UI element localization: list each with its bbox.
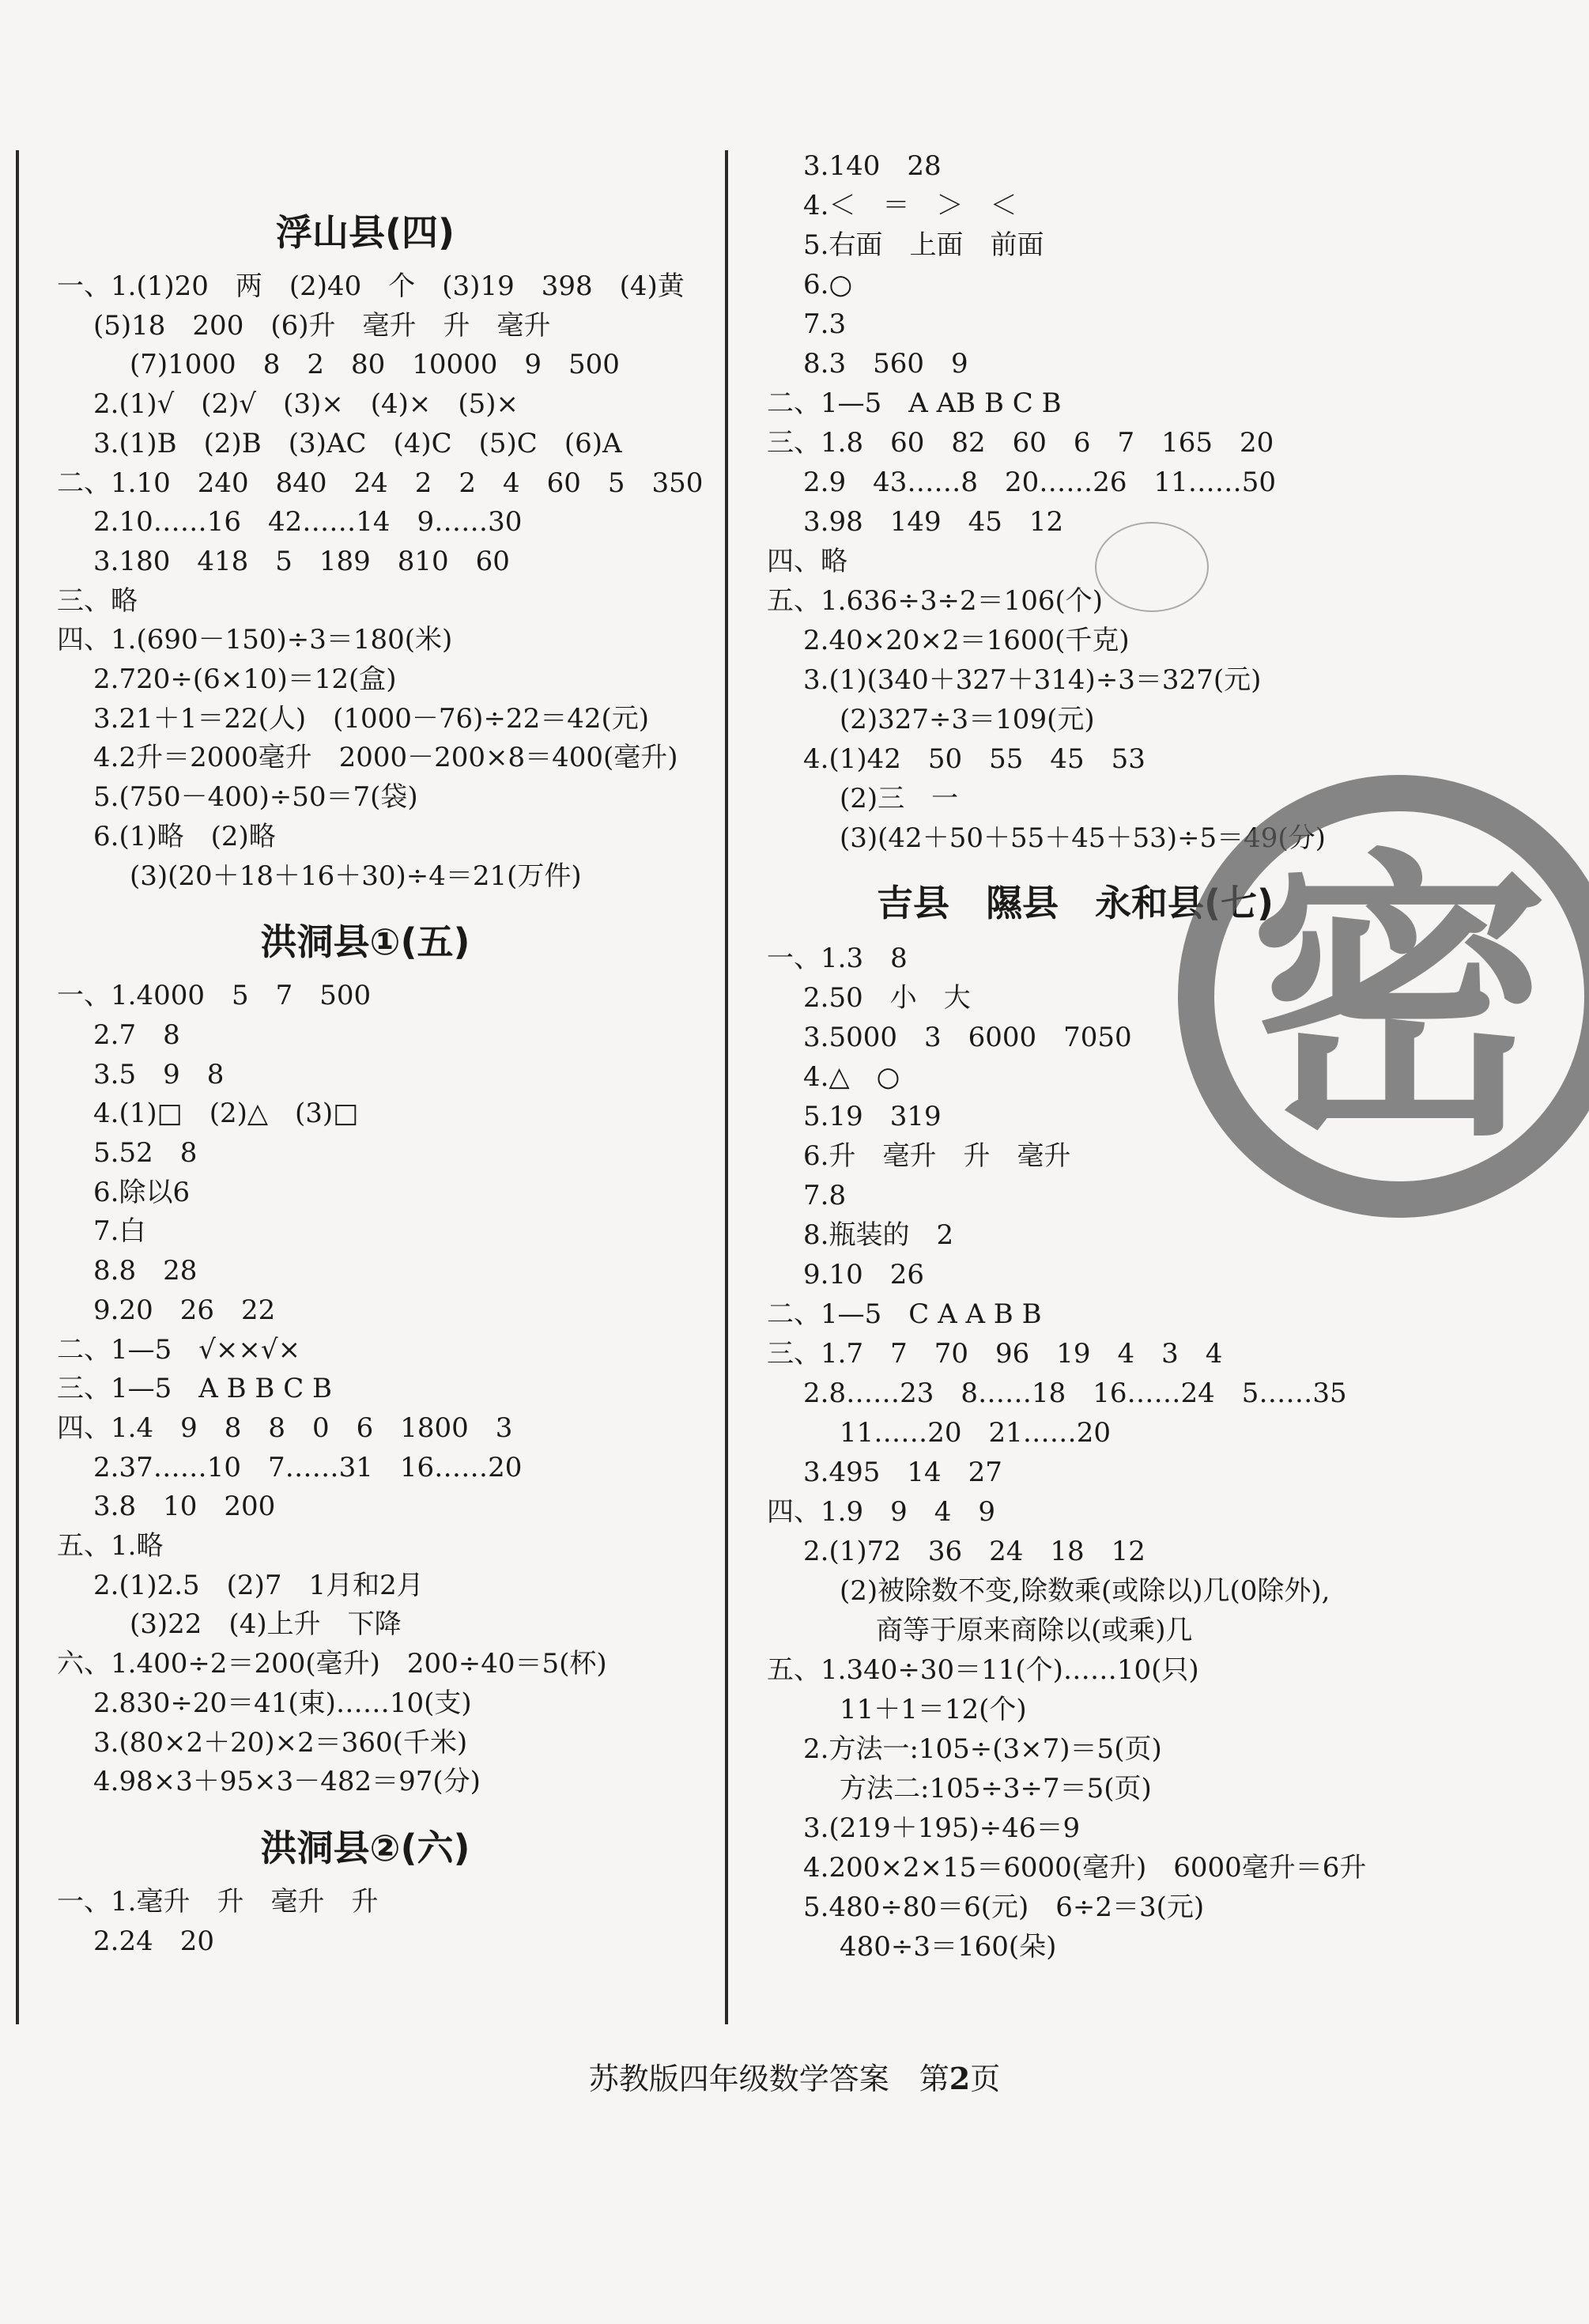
answer-line: 四、1.(690－150)÷3＝180(米) bbox=[57, 624, 453, 656]
answer-line: 2.9 43……8 20……26 11……50 bbox=[803, 467, 1277, 498]
answer-line: 3.21＋1＝22(人) (1000－76)÷22＝42(元) bbox=[93, 703, 649, 735]
answer-line: 2.8……23 8……18 16……24 5……35 bbox=[803, 1377, 1347, 1409]
answer-line: 五、1.636÷3÷2＝106(个) bbox=[767, 585, 1103, 617]
answer-line: 6.升 毫升 升 毫升 bbox=[803, 1140, 1071, 1172]
answer-line: 四、略 bbox=[767, 546, 847, 577]
answer-line: 4.△ ○ bbox=[803, 1061, 900, 1093]
answer-line: 8.瓶装的 2 bbox=[803, 1219, 954, 1251]
answer-line: 3.8 10 200 bbox=[93, 1491, 276, 1522]
answer-line: 2.50 小 大 bbox=[803, 982, 971, 1014]
section-heading: 洪洞县①(五) bbox=[260, 920, 470, 964]
answer-line: 3.(1)B (2)B (3)AC (4)C (5)C (6)A bbox=[93, 428, 622, 459]
answer-line: 3.180 418 5 189 810 60 bbox=[93, 546, 510, 577]
answer-line: 6.○ bbox=[803, 269, 853, 300]
answer-line: 3.(219＋195)÷46＝9 bbox=[803, 1812, 1081, 1844]
answer-line: 3.(1)(340＋327＋314)÷3＝327(元) bbox=[803, 664, 1262, 696]
answer-line: 一、1.4000 5 7 500 bbox=[57, 980, 372, 1011]
answer-line: (3)(20＋18＋16＋30)÷4＝21(万件) bbox=[130, 860, 582, 892]
answer-line: 3.(80×2＋20)×2＝360(千米) bbox=[93, 1727, 468, 1759]
answer-line: (3)22 (4)上升 下降 bbox=[130, 1608, 402, 1640]
left-margin-rule bbox=[16, 150, 19, 2024]
page-number: 2 bbox=[949, 2061, 971, 2096]
answer-line: 3.5 9 8 bbox=[93, 1059, 225, 1090]
answer-line: (2)被除数不变,除数乘(或除以)几(0除外), bbox=[840, 1575, 1330, 1607]
answer-line: 6.除以6 bbox=[93, 1177, 191, 1208]
answer-line: 11＋1＝12(个) bbox=[840, 1694, 1027, 1725]
answer-line: 6.(1)略 (2)略 bbox=[93, 821, 276, 852]
footer-title: 苏教版四年级数学答案 第 bbox=[588, 2061, 949, 2096]
answer-line: 4.200×2×15＝6000(毫升) 6000毫升＝6升 bbox=[803, 1852, 1367, 1884]
answer-line: 四、1.9 9 4 9 bbox=[767, 1496, 995, 1528]
answer-line: 4.＜ ＝ ＞ ＜ bbox=[803, 190, 1017, 221]
section-heading: 洪洞县②(六) bbox=[260, 1826, 470, 1869]
small-seal bbox=[1095, 522, 1209, 612]
answer-line: 2.40×20×2＝1600(千克) bbox=[803, 625, 1130, 656]
answer-line: 二、1.10 240 840 24 2 2 4 60 5 350 bbox=[57, 467, 704, 499]
answer-line: 7.8 bbox=[803, 1180, 847, 1211]
answer-line: 4.2升＝2000毫升 2000－200×8＝400(毫升) bbox=[93, 742, 678, 773]
answer-line: (3)(42＋50＋55＋45＋53)÷5＝49(分) bbox=[840, 822, 1326, 854]
answer-line: (2)三 一 bbox=[840, 783, 959, 814]
answer-line: 2.10……16 42……14 9……30 bbox=[93, 506, 523, 538]
answer-line: 三、1.8 60 82 60 6 7 165 20 bbox=[767, 427, 1274, 459]
answer-line: 一、1.毫升 升 毫升 升 bbox=[57, 1886, 379, 1918]
answer-line: 五、1.略 bbox=[57, 1530, 164, 1562]
answer-line: 5.(750－400)÷50＝7(袋) bbox=[93, 781, 418, 813]
section-heading: 浮山县(四) bbox=[275, 211, 455, 254]
answer-line: 8.3 560 9 bbox=[803, 348, 968, 380]
answer-line: 2.(1)√ (2)√ (3)× (4)× (5)× bbox=[93, 388, 519, 420]
answer-line: 二、1—5 C A A B B bbox=[767, 1298, 1042, 1330]
answer-line: 2.830÷20＝41(束)……10(支) bbox=[93, 1687, 472, 1719]
answer-line: (2)327÷3＝109(元) bbox=[840, 704, 1095, 735]
answer-line: 三、1—5 A B B C B bbox=[57, 1373, 333, 1404]
answer-line: 8.8 28 bbox=[93, 1255, 198, 1287]
answer-line: 四、1.4 9 8 8 0 6 1800 3 bbox=[57, 1412, 513, 1444]
answer-line: 五、1.340÷30＝11(个)……10(只) bbox=[767, 1654, 1199, 1686]
page-footer bbox=[0, 2054, 1589, 2098]
answer-line: 7.3 bbox=[803, 308, 847, 340]
stamp-character: 密 bbox=[1249, 826, 1549, 1176]
answer-line: 2.720÷(6×10)＝12(盒) bbox=[93, 663, 397, 695]
answer-line: 2.7 8 bbox=[93, 1019, 180, 1051]
answer-line: 11……20 21……20 bbox=[840, 1417, 1112, 1449]
answer-line: 5.480÷80＝6(元) 6÷2＝3(元) bbox=[803, 1891, 1205, 1923]
answer-line: 5.52 8 bbox=[93, 1137, 198, 1169]
answer-line: 一、1.(1)20 两 (2)40 个 (3)19 398 (4)黄 bbox=[57, 270, 685, 302]
answer-line: 2.(1)2.5 (2)7 1月和2月 bbox=[93, 1570, 424, 1601]
answer-line: 2.24 20 bbox=[93, 1925, 214, 1957]
answer-line: 三、1.7 7 70 96 19 4 3 4 bbox=[767, 1338, 1223, 1370]
answer-line: 3.140 28 bbox=[803, 150, 942, 182]
answer-line: 4.(1)42 50 55 45 53 bbox=[803, 743, 1146, 775]
answer-line: 3.5000 3 6000 7050 bbox=[803, 1022, 1132, 1053]
answer-line: 2.37……10 7……31 16……20 bbox=[93, 1452, 523, 1483]
section-heading: 吉县 隰县 永和县(七) bbox=[876, 882, 1274, 924]
answer-line: 3.495 14 27 bbox=[803, 1457, 1002, 1488]
answer-line: 9.10 26 bbox=[803, 1259, 924, 1290]
answer-line: 9.20 26 22 bbox=[93, 1294, 276, 1326]
answer-line: 5.右面 上面 前面 bbox=[803, 229, 1044, 261]
answer-line: 480÷3＝160(朵) bbox=[840, 1931, 1057, 1963]
answer-line: 三、略 bbox=[57, 585, 138, 617]
answer-line: 4.98×3＋95×3－482＝97(分) bbox=[93, 1766, 481, 1797]
answer-line: 7.白 bbox=[93, 1215, 146, 1247]
column-divider bbox=[725, 150, 728, 2024]
answer-line: 二、1—5 A AB B C B bbox=[767, 387, 1062, 419]
answer-line: 2.方法一:105÷(3×7)＝5(页) bbox=[803, 1733, 1162, 1765]
answer-line: 4.(1)□ (2)△ (3)□ bbox=[93, 1098, 359, 1129]
answer-line: (7)1000 8 2 80 10000 9 500 bbox=[130, 349, 620, 380]
footer-suffix: 页 bbox=[970, 2061, 1001, 2096]
answer-line: 5.19 319 bbox=[803, 1101, 942, 1132]
answer-line: 一、1.3 8 bbox=[767, 943, 908, 974]
answer-line: (5)18 200 (6)升 毫升 升 毫升 bbox=[93, 310, 551, 342]
answer-line: 商等于原来商除以(或乘)几 bbox=[876, 1615, 1193, 1646]
answer-line: 六、1.400÷2＝200(毫升) 200÷40＝5(杯) bbox=[57, 1648, 607, 1680]
answer-line: 方法二:105÷3÷7＝5(页) bbox=[840, 1773, 1152, 1804]
answer-line: 二、1—5 √××√× bbox=[57, 1334, 301, 1366]
answer-line: 3.98 149 45 12 bbox=[803, 506, 1064, 538]
answer-line: 2.(1)72 36 24 18 12 bbox=[803, 1536, 1146, 1567]
